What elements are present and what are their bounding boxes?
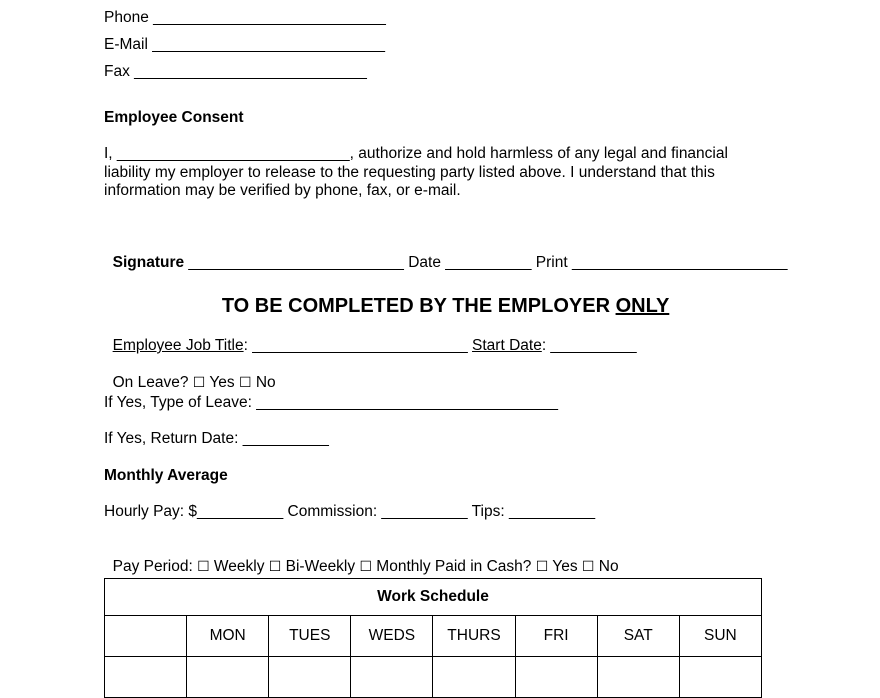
fax-field[interactable]: Fax ___________________________ bbox=[104, 63, 367, 80]
cash-no-label: No bbox=[594, 558, 619, 575]
employee-consent-heading: Employee Consent bbox=[104, 109, 244, 126]
schedule-day-header: THURS bbox=[433, 616, 515, 657]
schedule-cell[interactable] bbox=[433, 657, 515, 698]
consent-paragraph bbox=[104, 145, 764, 201]
weekly-checkbox[interactable]: ☐ bbox=[197, 559, 210, 575]
schedule-day-header: TUES bbox=[269, 616, 351, 657]
schedule-cell[interactable] bbox=[351, 657, 433, 698]
biweekly-label: Bi-Weekly bbox=[281, 558, 360, 575]
schedule-day-header: FRI bbox=[515, 616, 597, 657]
schedule-day-header: SAT bbox=[597, 616, 679, 657]
pay-period-label: Pay Period: bbox=[112, 558, 198, 575]
employer-section-heading bbox=[0, 272, 880, 318]
cash-yes-label: Yes bbox=[548, 558, 582, 575]
biweekly-checkbox[interactable]: ☐ bbox=[268, 559, 282, 575]
on-leave-row bbox=[104, 356, 276, 392]
return-date-field[interactable]: If Yes, Return Date: __________ bbox=[104, 430, 329, 447]
on-leave-label: On Leave? bbox=[112, 374, 193, 391]
pay-row[interactable]: Hourly Pay: $__________ Commission: __________ Tips: __________ bbox=[104, 503, 596, 520]
schedule-cell[interactable] bbox=[597, 657, 679, 698]
monthly-cash-label: Monthly Paid in Cash? bbox=[372, 558, 536, 575]
email-field[interactable]: E-Mail ___________________________ bbox=[104, 36, 385, 53]
weekly-label: Weekly bbox=[209, 558, 269, 575]
on-leave-yes-label: Yes bbox=[205, 374, 239, 391]
pay-period-row bbox=[104, 540, 619, 576]
schedule-day-header: SUN bbox=[679, 616, 761, 657]
schedule-cell[interactable] bbox=[515, 657, 597, 698]
job-title-row[interactable] bbox=[104, 319, 637, 355]
schedule-cell[interactable] bbox=[269, 657, 351, 698]
start-date-label: Start Date bbox=[472, 337, 542, 354]
job-title-blank[interactable]: : _________________________ bbox=[243, 337, 473, 354]
schedule-cell[interactable] bbox=[187, 657, 269, 698]
consent-line-1: I, ___________________________, authorize and hold harmless of any legal and financial bbox=[104, 145, 728, 162]
on-leave-yes-checkbox[interactable]: ☐ bbox=[192, 375, 206, 391]
schedule-corner-cell bbox=[105, 616, 187, 657]
on-leave-no-label: No bbox=[251, 374, 276, 391]
job-title-label: Employee Job Title bbox=[112, 337, 244, 354]
start-date-blank[interactable]: : __________ bbox=[541, 337, 637, 354]
signature-label: Signature bbox=[112, 254, 185, 271]
signature-date-print-blanks[interactable]: _________________________ Date __________ Print _________________________ bbox=[184, 254, 788, 271]
monthly-average-heading: Monthly Average bbox=[104, 467, 228, 484]
consent-line-3: information may be verified by phone, fax, or e-mail. bbox=[104, 182, 461, 199]
schedule-day-header: WEDS bbox=[351, 616, 433, 657]
employer-heading-only: ONLY bbox=[615, 295, 670, 317]
phone-field[interactable]: Phone ___________________________ bbox=[104, 9, 386, 26]
cash-yes-checkbox[interactable]: ☐ bbox=[535, 559, 549, 575]
schedule-day-header: MON bbox=[187, 616, 269, 657]
schedule-cell[interactable] bbox=[679, 657, 761, 698]
cash-no-checkbox[interactable]: ☐ bbox=[581, 559, 595, 575]
leave-type-field[interactable]: If Yes, Type of Leave: ___________________________________ bbox=[104, 394, 558, 411]
on-leave-no-checkbox[interactable]: ☐ bbox=[238, 375, 252, 391]
schedule-cell[interactable] bbox=[105, 657, 187, 698]
employer-heading-main: TO BE COMPLETED BY THE EMPLOYER bbox=[221, 295, 616, 317]
work-schedule-table bbox=[104, 578, 762, 698]
work-schedule-title: Work Schedule bbox=[105, 579, 762, 616]
monthly-checkbox[interactable]: ☐ bbox=[359, 559, 372, 575]
signature-row[interactable] bbox=[104, 236, 787, 272]
consent-line-2: liability my employer to release to the requesting party listed above. I understand that this bbox=[104, 163, 715, 181]
